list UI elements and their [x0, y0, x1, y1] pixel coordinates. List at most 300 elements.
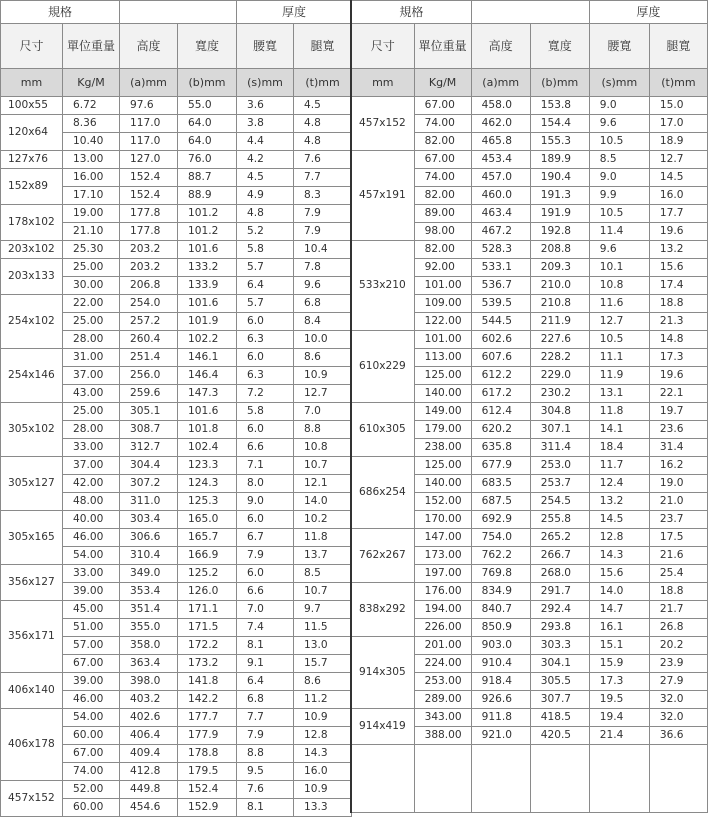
empty-cell [589, 745, 649, 813]
height-cell: 467.2 [471, 223, 530, 241]
height-cell: 305.1 [120, 403, 178, 421]
weight-cell: 40.00 [63, 511, 120, 529]
size-cell: 457x152 [351, 97, 414, 151]
flange-cell: 6.8 [294, 295, 352, 313]
width-cell: 101.9 [178, 313, 237, 331]
width-cell: 253.0 [530, 457, 589, 475]
width-cell: 177.9 [178, 727, 237, 745]
width-cell: 101.6 [178, 241, 237, 259]
weight-cell: 57.00 [63, 637, 120, 655]
web-cell: 8.1 [237, 637, 294, 655]
height-cell: 355.0 [120, 619, 178, 637]
table-row [1, 205, 352, 223]
weight-cell: 98.00 [414, 223, 471, 241]
web-cell: 5.2 [237, 223, 294, 241]
height-cell: 251.4 [120, 349, 178, 367]
web-cell: 16.1 [589, 619, 649, 637]
width-cell: 209.3 [530, 259, 589, 277]
unit-web: (s)mm [589, 69, 649, 97]
flange-cell: 13.2 [649, 241, 707, 259]
weight-cell: 25.30 [63, 241, 120, 259]
weight-cell: 33.00 [63, 565, 120, 583]
height-cell: 152.4 [120, 169, 178, 187]
right-table [350, 0, 708, 813]
web-cell: 10.5 [589, 331, 649, 349]
weight-cell: 101.00 [414, 277, 471, 295]
flange-cell: 7.8 [294, 259, 352, 277]
width-cell: 55.0 [178, 97, 237, 115]
weight-cell: 37.00 [63, 457, 120, 475]
web-cell: 3.8 [237, 115, 294, 133]
weight-cell: 149.00 [414, 403, 471, 421]
height-cell: 528.3 [471, 241, 530, 259]
group-spec-header: 規格 [1, 1, 120, 24]
width-cell: 133.9 [178, 277, 237, 295]
flange-cell: 26.8 [649, 619, 707, 637]
table-row [351, 403, 708, 421]
flange-cell: 32.0 [649, 691, 707, 709]
width-cell: 255.8 [530, 511, 589, 529]
weight-cell: 25.00 [63, 403, 120, 421]
web-cell: 17.3 [589, 673, 649, 691]
size-cell: 914x419 [351, 709, 414, 745]
height-cell: 449.8 [120, 781, 178, 799]
web-cell: 14.0 [589, 583, 649, 601]
width-cell: 266.7 [530, 547, 589, 565]
width-cell: 305.5 [530, 673, 589, 691]
table-row [1, 241, 352, 259]
col-width-header: 寬度 [530, 24, 589, 69]
flange-cell: 12.1 [294, 475, 352, 493]
width-cell: 307.7 [530, 691, 589, 709]
width-cell: 229.0 [530, 367, 589, 385]
size-cell: 686x254 [351, 457, 414, 529]
unit-height: (a)mm [120, 69, 178, 97]
weight-cell: 39.00 [63, 583, 120, 601]
weight-cell: 122.00 [414, 313, 471, 331]
width-cell: 76.0 [178, 151, 237, 169]
flange-cell: 19.6 [649, 367, 707, 385]
size-cell: 100x55 [1, 97, 63, 115]
weight-cell: 22.00 [63, 295, 120, 313]
width-cell: 171.5 [178, 619, 237, 637]
width-cell: 165.7 [178, 529, 237, 547]
web-cell: 6.4 [237, 277, 294, 295]
flange-cell: 21.3 [649, 313, 707, 331]
weight-cell: 25.00 [63, 313, 120, 331]
size-cell: 457x152 [1, 781, 63, 817]
width-cell: 418.5 [530, 709, 589, 727]
web-cell: 10.8 [589, 277, 649, 295]
weight-cell: 39.00 [63, 673, 120, 691]
weight-cell: 197.00 [414, 565, 471, 583]
group-thickness-header: 厚度 [589, 1, 707, 24]
width-cell: 101.6 [178, 403, 237, 421]
web-cell: 11.6 [589, 295, 649, 313]
size-cell: 305x102 [1, 403, 63, 457]
height-cell: 303.4 [120, 511, 178, 529]
width-cell: 126.0 [178, 583, 237, 601]
height-cell: 762.2 [471, 547, 530, 565]
width-cell: 152.9 [178, 799, 237, 817]
height-cell: 259.6 [120, 385, 178, 403]
flange-cell: 23.9 [649, 655, 707, 673]
weight-cell: 125.00 [414, 457, 471, 475]
web-cell: 11.7 [589, 457, 649, 475]
table-row [351, 151, 708, 169]
size-cell: 152x89 [1, 169, 63, 205]
unit-flange: (t)mm [649, 69, 707, 97]
web-cell: 3.6 [237, 97, 294, 115]
width-cell: 133.2 [178, 259, 237, 277]
height-cell: 254.0 [120, 295, 178, 313]
width-cell: 101.8 [178, 421, 237, 439]
web-cell: 9.6 [589, 241, 649, 259]
width-cell: 172.2 [178, 637, 237, 655]
weight-cell: 16.00 [63, 169, 120, 187]
size-cell: 457x191 [351, 151, 414, 241]
size-cell: 762x267 [351, 529, 414, 583]
width-cell: 125.3 [178, 493, 237, 511]
weight-cell: 60.00 [63, 727, 120, 745]
table-row [351, 529, 708, 547]
flange-cell: 16.2 [649, 457, 707, 475]
weight-cell: 113.00 [414, 349, 471, 367]
width-cell: 191.9 [530, 205, 589, 223]
weight-cell: 388.00 [414, 727, 471, 745]
flange-cell: 10.7 [294, 457, 352, 475]
web-cell: 9.0 [589, 169, 649, 187]
table-row [1, 115, 352, 133]
web-cell: 11.1 [589, 349, 649, 367]
height-cell: 926.6 [471, 691, 530, 709]
weight-cell: 33.00 [63, 439, 120, 457]
web-cell: 6.4 [237, 673, 294, 691]
col-web-header: 腰寬 [589, 24, 649, 69]
web-cell: 6.6 [237, 583, 294, 601]
height-cell: 257.2 [120, 313, 178, 331]
height-cell: 677.9 [471, 457, 530, 475]
web-cell: 4.5 [237, 169, 294, 187]
weight-cell: 42.00 [63, 475, 120, 493]
size-cell: 254x146 [1, 349, 63, 403]
web-cell: 11.8 [589, 403, 649, 421]
web-cell: 21.4 [589, 727, 649, 745]
table-row [351, 457, 708, 475]
flange-cell: 14.3 [294, 745, 352, 763]
flange-cell: 10.8 [294, 439, 352, 457]
web-cell: 7.1 [237, 457, 294, 475]
width-cell: 153.8 [530, 97, 589, 115]
flange-cell: 10.4 [294, 241, 352, 259]
weight-cell: 176.00 [414, 583, 471, 601]
width-cell: 190.4 [530, 169, 589, 187]
size-cell: 533x210 [351, 241, 414, 331]
flange-cell: 19.0 [649, 475, 707, 493]
web-cell: 7.0 [237, 601, 294, 619]
flange-cell: 14.5 [649, 169, 707, 187]
height-cell: 544.5 [471, 313, 530, 331]
flange-cell: 8.6 [294, 349, 352, 367]
col-weight-header: 單位重量 [63, 24, 120, 69]
width-cell: 125.2 [178, 565, 237, 583]
table-row [1, 403, 352, 421]
width-cell: 88.9 [178, 187, 237, 205]
size-cell: 203x102 [1, 241, 63, 259]
width-cell: 211.9 [530, 313, 589, 331]
table-row [1, 151, 352, 169]
web-cell: 14.1 [589, 421, 649, 439]
width-cell: 177.7 [178, 709, 237, 727]
col-height-header: 高度 [120, 24, 178, 69]
flange-cell: 10.9 [294, 781, 352, 799]
flange-cell: 12.7 [649, 151, 707, 169]
flange-cell: 16.0 [294, 763, 352, 781]
size-cell: 305x165 [1, 511, 63, 565]
weight-cell: 109.00 [414, 295, 471, 313]
col-flange-header: 腿寬 [649, 24, 707, 69]
flange-cell: 27.9 [649, 673, 707, 691]
height-cell: 256.0 [120, 367, 178, 385]
weight-cell: 170.00 [414, 511, 471, 529]
width-cell: 173.2 [178, 655, 237, 673]
flange-cell: 8.8 [294, 421, 352, 439]
weight-cell: 19.00 [63, 205, 120, 223]
flange-cell: 17.5 [649, 529, 707, 547]
web-cell: 4.9 [237, 187, 294, 205]
weight-cell: 289.00 [414, 691, 471, 709]
width-cell: 265.2 [530, 529, 589, 547]
flange-cell: 13.3 [294, 799, 352, 817]
table-row [1, 349, 352, 367]
flange-cell: 21.7 [649, 601, 707, 619]
empty-row [351, 745, 708, 813]
width-cell: 268.0 [530, 565, 589, 583]
col-height-header: 高度 [471, 24, 530, 69]
height-cell: 620.2 [471, 421, 530, 439]
empty-cell [471, 745, 530, 813]
size-cell: 254x102 [1, 295, 63, 349]
size-cell: 610x305 [351, 403, 414, 457]
web-cell: 18.4 [589, 439, 649, 457]
empty-cell [351, 745, 414, 813]
weight-cell: 201.00 [414, 637, 471, 655]
web-cell: 12.7 [589, 313, 649, 331]
weight-cell: 74.00 [63, 763, 120, 781]
web-cell: 7.9 [237, 547, 294, 565]
flange-cell: 18.8 [649, 295, 707, 313]
width-cell: 293.8 [530, 619, 589, 637]
width-cell: 291.7 [530, 583, 589, 601]
size-cell: 914x305 [351, 637, 414, 709]
flange-cell: 21.6 [649, 547, 707, 565]
web-cell: 4.2 [237, 151, 294, 169]
weight-cell: 67.00 [63, 745, 120, 763]
height-cell: 310.4 [120, 547, 178, 565]
web-cell: 13.2 [589, 493, 649, 511]
flange-cell: 12.7 [294, 385, 352, 403]
height-cell: 351.4 [120, 601, 178, 619]
flange-cell: 21.0 [649, 493, 707, 511]
flange-cell: 7.9 [294, 205, 352, 223]
height-cell: 117.0 [120, 115, 178, 133]
height-cell: 840.7 [471, 601, 530, 619]
weight-cell: 52.00 [63, 781, 120, 799]
width-cell: 192.8 [530, 223, 589, 241]
web-cell: 11.4 [589, 223, 649, 241]
weight-cell: 82.00 [414, 241, 471, 259]
weight-cell: 147.00 [414, 529, 471, 547]
table-row [351, 637, 708, 655]
col-size-header: 尺寸 [1, 24, 63, 69]
web-cell: 10.5 [589, 133, 649, 151]
width-cell: 102.2 [178, 331, 237, 349]
flange-cell: 23.7 [649, 511, 707, 529]
height-cell: 358.0 [120, 637, 178, 655]
width-cell: 228.2 [530, 349, 589, 367]
width-cell: 101.2 [178, 205, 237, 223]
weight-cell: 101.00 [414, 331, 471, 349]
flange-cell: 12.8 [294, 727, 352, 745]
table-row [1, 259, 352, 277]
height-cell: 462.0 [471, 115, 530, 133]
weight-cell: 31.00 [63, 349, 120, 367]
flange-cell: 15.6 [649, 259, 707, 277]
width-cell: 147.3 [178, 385, 237, 403]
web-cell: 6.0 [237, 313, 294, 331]
weight-cell: 43.00 [63, 385, 120, 403]
flange-cell: 16.0 [649, 187, 707, 205]
weight-cell: 226.00 [414, 619, 471, 637]
flange-cell: 32.0 [649, 709, 707, 727]
flange-cell: 7.6 [294, 151, 352, 169]
height-cell: 910.4 [471, 655, 530, 673]
web-cell: 9.0 [589, 97, 649, 115]
size-cell: 203x133 [1, 259, 63, 295]
height-cell: 612.2 [471, 367, 530, 385]
width-cell: 171.1 [178, 601, 237, 619]
flange-cell: 31.4 [649, 439, 707, 457]
web-cell: 14.7 [589, 601, 649, 619]
flange-cell: 10.7 [294, 583, 352, 601]
table-row [1, 97, 352, 115]
height-cell: 463.4 [471, 205, 530, 223]
width-cell: 101.6 [178, 295, 237, 313]
width-cell: 101.2 [178, 223, 237, 241]
web-cell: 6.8 [237, 691, 294, 709]
flange-cell: 17.3 [649, 349, 707, 367]
width-cell: 210.0 [530, 277, 589, 295]
web-cell: 8.0 [237, 475, 294, 493]
weight-cell: 21.10 [63, 223, 120, 241]
width-cell: 146.1 [178, 349, 237, 367]
web-cell: 12.4 [589, 475, 649, 493]
weight-cell: 17.10 [63, 187, 120, 205]
height-cell: 539.5 [471, 295, 530, 313]
height-cell: 458.0 [471, 97, 530, 115]
height-cell: 402.6 [120, 709, 178, 727]
flange-cell: 7.0 [294, 403, 352, 421]
web-cell: 19.4 [589, 709, 649, 727]
height-cell: 607.6 [471, 349, 530, 367]
width-cell: 146.4 [178, 367, 237, 385]
height-cell: 683.5 [471, 475, 530, 493]
flange-cell: 10.9 [294, 709, 352, 727]
height-cell: 850.9 [471, 619, 530, 637]
weight-cell: 8.36 [63, 115, 120, 133]
flange-cell: 19.7 [649, 403, 707, 421]
web-cell: 7.2 [237, 385, 294, 403]
unit-web: (s)mm [237, 69, 294, 97]
height-cell: 460.0 [471, 187, 530, 205]
weight-cell: 152.00 [414, 493, 471, 511]
width-cell: 210.8 [530, 295, 589, 313]
unit-weight: Kg/M [63, 69, 120, 97]
width-cell: 178.8 [178, 745, 237, 763]
web-cell: 8.1 [237, 799, 294, 817]
table-row [351, 331, 708, 349]
height-cell: 306.6 [120, 529, 178, 547]
web-cell: 5.8 [237, 241, 294, 259]
web-cell: 6.0 [237, 565, 294, 583]
flange-cell: 14.0 [294, 493, 352, 511]
weight-cell: 51.00 [63, 619, 120, 637]
flange-cell: 8.3 [294, 187, 352, 205]
table-row [351, 709, 708, 727]
flange-cell: 8.5 [294, 565, 352, 583]
width-cell: 303.3 [530, 637, 589, 655]
flange-cell: 36.6 [649, 727, 707, 745]
weight-cell: 74.00 [414, 169, 471, 187]
col-weight-header: 單位重量 [414, 24, 471, 69]
size-cell: 120x64 [1, 115, 63, 151]
size-cell: 610x229 [351, 331, 414, 403]
height-cell: 692.9 [471, 511, 530, 529]
flange-cell: 15.7 [294, 655, 352, 673]
col-width-header: 寬度 [178, 24, 237, 69]
height-cell: 363.4 [120, 655, 178, 673]
web-cell: 9.9 [589, 187, 649, 205]
empty-cell [414, 745, 471, 813]
flange-cell: 8.4 [294, 313, 352, 331]
weight-cell: 179.00 [414, 421, 471, 439]
width-cell: 253.7 [530, 475, 589, 493]
col-web-header: 腰寬 [237, 24, 294, 69]
table-row [1, 673, 352, 691]
flange-cell: 10.2 [294, 511, 352, 529]
width-cell: 88.7 [178, 169, 237, 187]
web-cell: 12.8 [589, 529, 649, 547]
table-row [1, 709, 352, 727]
table-row [1, 457, 352, 475]
height-cell: 152.4 [120, 187, 178, 205]
left-table-body [1, 97, 352, 817]
web-cell: 4.4 [237, 133, 294, 151]
height-cell: 406.4 [120, 727, 178, 745]
web-cell: 14.5 [589, 511, 649, 529]
size-cell: 305x127 [1, 457, 63, 511]
weight-cell: 140.00 [414, 475, 471, 493]
web-cell: 11.9 [589, 367, 649, 385]
size-cell: 838x292 [351, 583, 414, 637]
unit-width: (b)mm [178, 69, 237, 97]
unit-flange: (t)mm [294, 69, 352, 97]
width-cell: 292.4 [530, 601, 589, 619]
flange-cell: 14.8 [649, 331, 707, 349]
weight-cell: 82.00 [414, 187, 471, 205]
height-cell: 533.1 [471, 259, 530, 277]
web-cell: 10.1 [589, 259, 649, 277]
